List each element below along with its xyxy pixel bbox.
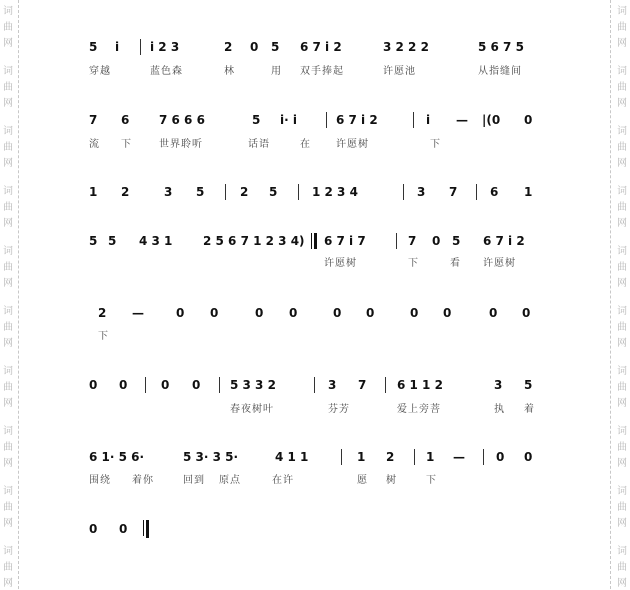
left-watermark-char: 词 <box>3 6 13 17</box>
left-watermark-char: 网 <box>3 98 13 109</box>
note: 2 <box>386 450 395 464</box>
note: 5 <box>89 234 98 248</box>
note-group: 3 2 2 2 <box>383 40 429 54</box>
note: 7 <box>89 113 98 127</box>
left-watermark-char: 词 <box>3 246 13 257</box>
right-watermark-char: 词 <box>617 246 627 257</box>
bar-line <box>145 377 146 393</box>
right-watermark-char: 曲 <box>617 262 627 273</box>
left-watermark-char: 曲 <box>3 82 13 93</box>
lyrics-line-2 <box>0 139 630 153</box>
note: 6 <box>121 113 130 127</box>
bar-line <box>483 449 484 465</box>
lyrics-line-1 <box>0 66 630 80</box>
right-watermark-char: 网 <box>617 278 627 289</box>
note-group: 7 6 6 6 <box>159 113 205 127</box>
note: i <box>115 40 120 54</box>
note: 0 <box>522 306 531 320</box>
lyrics-line-5 <box>0 331 630 345</box>
lyric: 在 <box>300 139 311 150</box>
lyric: 话语 <box>248 139 270 150</box>
note: 5 <box>524 378 533 392</box>
note: 0 <box>524 450 533 464</box>
note: 0 <box>192 378 201 392</box>
note-group: 6 1· 5 6· <box>89 450 145 464</box>
lyric: 下 <box>98 331 109 342</box>
right-watermark-char: 网 <box>617 338 627 349</box>
left-watermark-char: 曲 <box>3 562 13 573</box>
left-watermark-char: 网 <box>3 158 13 169</box>
right-margin-rule <box>610 0 611 589</box>
note-group: 2 5 6 7 1 2 3 4) <box>203 234 305 248</box>
score-line-4 <box>0 234 630 250</box>
left-watermark-char: 词 <box>3 126 13 137</box>
right-watermark-char: 词 <box>617 486 627 497</box>
lyric: 蓝色森 <box>150 66 183 77</box>
left-watermark-char: 曲 <box>3 22 13 33</box>
lyric: 执 <box>494 404 505 415</box>
left-watermark-char: 曲 <box>3 382 13 393</box>
bar-line <box>403 184 404 200</box>
right-watermark-char: 词 <box>617 6 627 17</box>
note: 0 <box>119 378 128 392</box>
right-watermark-char: 曲 <box>617 382 627 393</box>
right-watermark-char: 词 <box>617 66 627 77</box>
note: 2 <box>121 185 130 199</box>
left-watermark-char: 网 <box>3 38 13 49</box>
left-watermark-char: 网 <box>3 578 13 589</box>
note: 0 <box>524 113 533 127</box>
note: 7 <box>408 234 417 248</box>
lyric: 在许 <box>272 475 294 486</box>
lyric: 原点 <box>219 475 241 486</box>
right-watermark-char: 词 <box>617 546 627 557</box>
note-group: 5 6 7 5 <box>478 40 524 54</box>
lyrics-line-7 <box>0 475 630 489</box>
right-watermark-char: 曲 <box>617 562 627 573</box>
note-group: 6 7 i 7 <box>324 234 366 248</box>
score-line-8 <box>0 522 630 538</box>
bar-line <box>225 184 226 200</box>
right-watermark-column <box>614 0 630 589</box>
right-watermark-char: 网 <box>617 218 627 229</box>
bar-line <box>219 377 220 393</box>
score-line-6 <box>0 378 630 394</box>
right-watermark-char: 网 <box>617 458 627 469</box>
note-group: 1 2 3 4 <box>312 185 358 199</box>
right-watermark-char: 曲 <box>617 202 627 213</box>
right-watermark-char: 网 <box>617 98 627 109</box>
right-watermark-char: 曲 <box>617 442 627 453</box>
note: 1 <box>357 450 366 464</box>
left-watermark-char: 词 <box>3 66 13 77</box>
left-watermark-char: 曲 <box>3 142 13 153</box>
score-line-7 <box>0 450 630 466</box>
note-group: i· i <box>280 113 297 127</box>
note: 7 <box>358 378 367 392</box>
note: 1 <box>89 185 98 199</box>
note: 0 <box>333 306 342 320</box>
note-group: 5 3· 3 5· <box>183 450 239 464</box>
dash: — <box>453 450 465 464</box>
left-watermark-char: 网 <box>3 218 13 229</box>
note: 3 <box>164 185 173 199</box>
end-bar-thin <box>143 520 144 536</box>
lyric: 树 <box>386 475 397 486</box>
lyric: 爱上旁菩 <box>397 404 441 415</box>
left-watermark-char: 网 <box>3 278 13 289</box>
left-watermark-char: 网 <box>3 518 13 529</box>
lyric: 许愿树 <box>483 258 516 269</box>
note: 0 <box>176 306 185 320</box>
left-watermark-char: 词 <box>3 306 13 317</box>
right-watermark-char: 网 <box>617 158 627 169</box>
left-watermark-char: 词 <box>3 546 13 557</box>
right-watermark-char: 词 <box>617 186 627 197</box>
note: 3 <box>328 378 337 392</box>
bar-line <box>413 112 414 128</box>
note: 0 <box>255 306 264 320</box>
lyric: 着 <box>524 404 535 415</box>
note: 0 <box>89 522 98 536</box>
dash: — <box>132 306 144 320</box>
lyric: 用 <box>271 66 282 77</box>
note: 6 <box>490 185 499 199</box>
bar-line <box>314 377 315 393</box>
left-watermark-char: 词 <box>3 486 13 497</box>
note: 5 <box>252 113 261 127</box>
note: 2 <box>224 40 233 54</box>
left-watermark-char: 曲 <box>3 202 13 213</box>
right-watermark-char: 曲 <box>617 82 627 93</box>
bar-line <box>341 449 342 465</box>
note: |(0 <box>482 113 501 127</box>
score-line-5 <box>0 306 630 322</box>
note: 0 <box>366 306 375 320</box>
note: 5 <box>89 40 98 54</box>
repeat-bar-thin <box>311 233 312 249</box>
right-watermark-char: 网 <box>617 398 627 409</box>
lyric: 下 <box>408 258 419 269</box>
lyric: 回到 <box>183 475 205 486</box>
lyric: 穿越 <box>89 66 111 77</box>
lyric: 林 <box>224 66 235 77</box>
bar-line <box>326 112 327 128</box>
bar-line <box>476 184 477 200</box>
note-group: 6 1 1 2 <box>397 378 443 392</box>
note: 0 <box>489 306 498 320</box>
note: 0 <box>119 522 128 536</box>
lyric: 愿 <box>357 475 368 486</box>
note: 0 <box>410 306 419 320</box>
left-watermark-char: 曲 <box>3 442 13 453</box>
lyric: 双手捧起 <box>300 66 344 77</box>
dash: — <box>456 113 468 127</box>
note: 5 <box>108 234 117 248</box>
note: 1 <box>524 185 533 199</box>
lyric: 着你 <box>132 475 154 486</box>
note: 0 <box>432 234 441 248</box>
bar-line <box>298 184 299 200</box>
note: 1 <box>426 450 435 464</box>
note-group: i 2 3 <box>150 40 180 54</box>
bar-line <box>385 377 386 393</box>
lyric: 世界聆听 <box>159 139 203 150</box>
right-watermark-char: 网 <box>617 578 627 589</box>
lyric: 下 <box>121 139 132 150</box>
note: 2 <box>98 306 107 320</box>
note: 5 <box>452 234 461 248</box>
right-watermark-char: 词 <box>617 306 627 317</box>
right-watermark-char: 词 <box>617 366 627 377</box>
right-watermark-char: 曲 <box>617 322 627 333</box>
lyric: 许愿树 <box>336 139 369 150</box>
left-watermark-char: 词 <box>3 426 13 437</box>
lyric: 围绕 <box>89 475 111 486</box>
score-line-2 <box>0 113 630 129</box>
left-watermark-char: 词 <box>3 366 13 377</box>
right-watermark-char: 曲 <box>617 22 627 33</box>
repeat-bar-thick <box>314 233 317 249</box>
note: 3 <box>494 378 503 392</box>
note: 5 <box>271 40 280 54</box>
lyric: 下 <box>426 475 437 486</box>
note: 0 <box>289 306 298 320</box>
note: 0 <box>89 378 98 392</box>
note: 0 <box>161 378 170 392</box>
note: 0 <box>210 306 219 320</box>
right-watermark-char: 网 <box>617 38 627 49</box>
end-bar-thick <box>146 520 149 538</box>
bar-line <box>140 39 141 55</box>
lyric: 看 <box>450 258 461 269</box>
left-watermark-column <box>0 0 16 589</box>
score-line-3 <box>0 185 630 201</box>
note-group: 4 3 1 <box>139 234 173 248</box>
note: 2 <box>240 185 249 199</box>
note: 0 <box>250 40 259 54</box>
lyric: 芬芳 <box>328 404 350 415</box>
lyric: 许愿池 <box>383 66 416 77</box>
bar-line <box>396 233 397 249</box>
right-watermark-char: 曲 <box>617 142 627 153</box>
left-watermark-char: 网 <box>3 458 13 469</box>
lyric: 春夜树叶 <box>230 404 274 415</box>
note-group: 6 7 i 2 <box>336 113 378 127</box>
note: 7 <box>449 185 458 199</box>
left-watermark-char: 网 <box>3 398 13 409</box>
note: 5 <box>196 185 205 199</box>
right-watermark-char: 曲 <box>617 502 627 513</box>
right-watermark-char: 词 <box>617 426 627 437</box>
note: 0 <box>496 450 505 464</box>
lyrics-line-6 <box>0 404 630 418</box>
right-watermark-char: 词 <box>617 126 627 137</box>
note: 3 <box>417 185 426 199</box>
lyric: 从指缝间 <box>478 66 522 77</box>
note-group: 6 7 i 2 <box>483 234 525 248</box>
note-group: 5 3 3 2 <box>230 378 276 392</box>
left-watermark-char: 词 <box>3 186 13 197</box>
left-watermark-char: 曲 <box>3 322 13 333</box>
bar-line <box>414 449 415 465</box>
note: 5 <box>269 185 278 199</box>
note: i <box>426 113 431 127</box>
note-group: 4 1 1 <box>275 450 309 464</box>
lyric: 许愿树 <box>324 258 357 269</box>
left-watermark-char: 网 <box>3 338 13 349</box>
lyric: 下 <box>430 139 441 150</box>
lyrics-line-4 <box>0 258 630 272</box>
note: 0 <box>443 306 452 320</box>
score-line-1 <box>0 40 630 56</box>
left-margin-rule <box>18 0 19 589</box>
left-watermark-char: 曲 <box>3 262 13 273</box>
note-group: 6 7 i 2 <box>300 40 342 54</box>
left-watermark-char: 曲 <box>3 502 13 513</box>
lyric: 流 <box>89 139 100 150</box>
right-watermark-char: 网 <box>617 518 627 529</box>
